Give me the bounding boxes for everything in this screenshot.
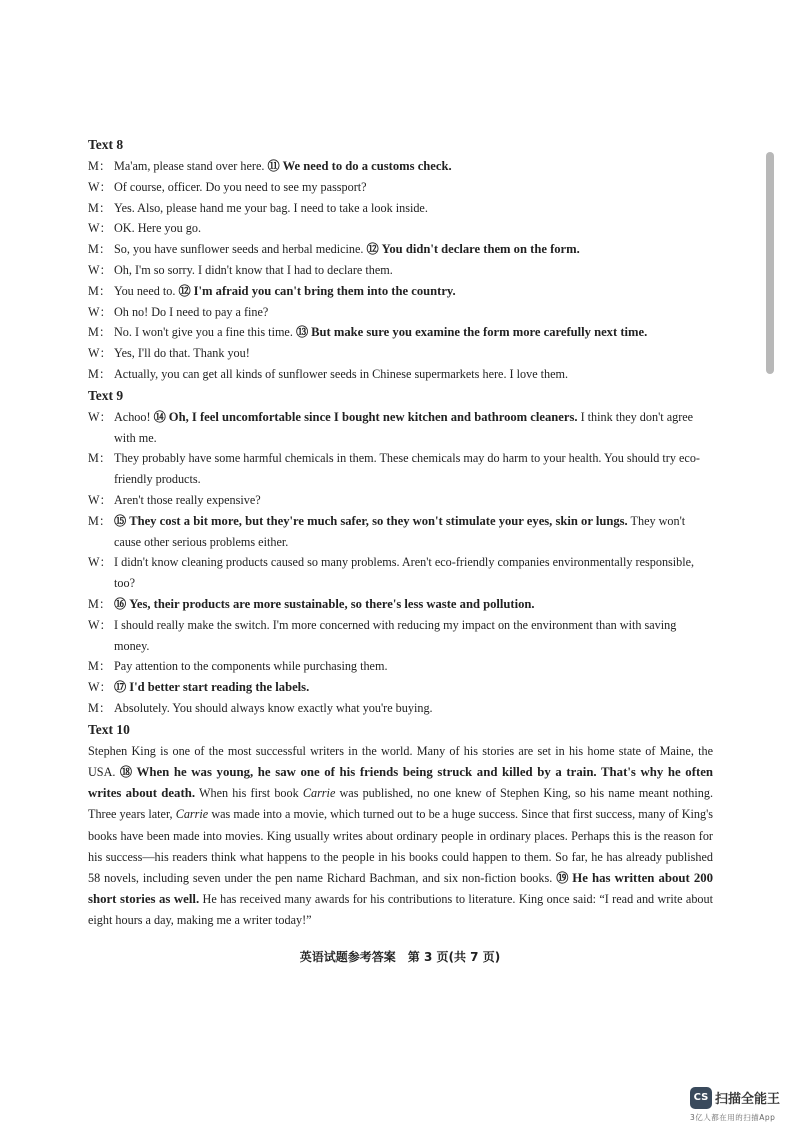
line-text: Absolutely. You should always know exactly what you're buying.: [114, 700, 433, 715]
dialogue-line: [88, 281, 713, 302]
section-title-text-9: Text 9: [88, 387, 124, 403]
dialogue-line: [88, 260, 713, 281]
answer-number: ⑯: [114, 596, 127, 611]
speaker-label: W：: [88, 617, 112, 632]
speaker-label: W：: [88, 179, 112, 194]
dialogue-line: [88, 364, 713, 385]
answer-text: I'd better start reading the labels.: [129, 680, 310, 695]
speaker-label: M：: [88, 596, 112, 611]
line-text: Yes. Also, please hand me your bag. I need to take a look inside.: [114, 200, 428, 215]
dialogue-line: [88, 218, 713, 239]
speaker-label: M：: [88, 366, 112, 381]
book-title: Carrie: [175, 807, 209, 822]
answer-number: ⑲: [556, 870, 570, 885]
scanner-watermark: [690, 1085, 798, 1125]
answer-text: But make sure you examine the form more carefully next time.: [311, 325, 648, 340]
line-text: So, you have sunflower seeds and herbal medicine.: [114, 242, 364, 257]
speaker-label: M：: [88, 451, 112, 466]
line-text: Actually, you can get all kinds of sunflower seeds in Chinese supermarkets here. I love them.: [114, 366, 569, 381]
speaker-label: W：: [88, 555, 112, 570]
line-text: I didn't know cleaning products caused so many problems. Aren't eco-friendly companies environmentally responsible, too?: [114, 555, 695, 591]
speaker-label: M：: [88, 242, 112, 257]
dialogue-line: [88, 239, 713, 260]
line-text: Of course, officer. Do you need to see my passport?: [114, 179, 367, 194]
dialogue-line: [88, 594, 713, 615]
camscanner-logo-icon: CS: [690, 1087, 712, 1109]
dialogue-line: [88, 552, 713, 594]
answer-text: We need to do a customs check.: [282, 159, 452, 173]
dialogue-line: [88, 490, 713, 511]
speaker-label: M：: [88, 659, 112, 674]
answer-text: Yes, their products are more sustainable, so there's less waste and pollution.: [129, 596, 535, 611]
dialogue-line: [88, 322, 713, 343]
passage-text: Stephen King is one of the most successful writers in the world. Many of his stories are set in his home state of Maine, the USA.: [88, 743, 713, 779]
dialogue-line: [88, 511, 713, 553]
speaker-label: W：: [88, 492, 112, 507]
dialogue-line: [88, 177, 713, 198]
passage-text: When his first book: [198, 786, 299, 801]
answer-number: ⑰: [114, 680, 127, 695]
answer-text: He has written about 200 short stories as well.: [88, 870, 714, 907]
speaker-label: W：: [88, 304, 112, 319]
answer-number: ⑭: [153, 409, 166, 424]
dialogue-line: [88, 615, 713, 657]
answer-text: You didn't declare them on the form.: [381, 242, 580, 257]
line-text: They won't cause other serious problems either.: [114, 513, 686, 549]
passage-text: was made into a movie, which turned out to be a huge success. Since that first success, many of King's books have been made into movies. King usually writes about ordinary people in ordinary places. Perhaps this is the reason for his success—his readers think what happens to the people in his books could happen to them. So far, he has already published 58 novels, including seven under the pen name Richard Bachman, and six non-fiction books.: [88, 807, 714, 885]
answer-text: I'm afraid you can't bring them into the country.: [193, 283, 456, 298]
text-8-dialogue: [88, 156, 713, 385]
speaker-label: W：: [88, 221, 112, 236]
speaker-label: M：: [88, 325, 112, 340]
line-text: Oh, I'm so sorry. I didn't know that I had to declare them.: [114, 262, 393, 277]
answer-number: ⑪: [267, 159, 280, 173]
line-text: I think they don't agree with me.: [114, 409, 694, 445]
line-text: Ma'am, please stand over here.: [114, 159, 265, 173]
line-text: Achoo!: [114, 409, 151, 424]
answer-number: ⑫: [366, 242, 379, 257]
dialogue-line: [88, 198, 713, 219]
line-text: OK. Here you go.: [114, 221, 201, 236]
book-title: Carrie: [302, 786, 336, 801]
dialogue-line: [88, 302, 713, 323]
dialogue-line: [88, 698, 713, 719]
answer-number: ⑬: [295, 325, 309, 340]
speaker-label: M：: [88, 700, 112, 715]
passage-text: was published, no one knew of Stephen King, so his name meant nothing. Three years later,: [88, 786, 714, 822]
answer-number: ⑫: [178, 283, 191, 298]
speaker-label: M：: [88, 283, 112, 298]
section-title-text-8: Text 8: [88, 137, 124, 152]
speaker-label: M：: [88, 200, 112, 215]
text-9-dialogue: [88, 407, 713, 719]
speaker-label: W：: [88, 409, 112, 424]
scrollbar-thumb[interactable]: [766, 152, 774, 374]
dialogue-line: [88, 156, 713, 177]
answer-text: Oh, I feel uncomfortable since I bought new kitchen and bathroom cleaners.: [168, 409, 578, 424]
passage-text: He has received many awards for his contributions to literature. King once said: “I read and write about eight hours a day, making me a writer today!”: [88, 892, 713, 928]
line-text: Aren't those really expensive?: [114, 492, 261, 507]
answer-number: ⑮: [114, 513, 127, 528]
line-text: I should really make the switch. I'm more concerned with reducing my impact on the environment than with saving money.: [114, 617, 677, 653]
line-text: No. I won't give you a fine this time.: [114, 325, 293, 340]
section-title-text-10: Text 10: [88, 721, 130, 737]
line-text: They probably have some harmful chemicals in them. These chemicals may do harm to your health. You should try eco-friendly products.: [114, 451, 700, 487]
page-footer: 英语试题参考答案 第 3 页(共 7 页): [299, 950, 501, 964]
watermark-tagline: 3亿人都在用的扫描App: [690, 1113, 776, 1122]
line-text: Oh no! Do I need to pay a fine?: [114, 304, 269, 319]
speaker-label: M：: [88, 159, 112, 173]
dialogue-line: [88, 677, 713, 698]
dialogue-line: [88, 656, 713, 677]
dialogue-line: [88, 448, 713, 490]
dialogue-line: [88, 343, 713, 364]
answer-text: They cost a bit more, but they're much safer, so they won't stimulate your eyes, skin or lungs.: [129, 513, 628, 528]
text-10-passage: [88, 741, 713, 932]
answer-number: ⑱: [119, 764, 134, 779]
speaker-label: W：: [88, 262, 112, 277]
watermark-app-name: 扫描全能王: [715, 1092, 781, 1107]
speaker-label: W：: [88, 680, 112, 695]
line-text: Pay attention to the components while purchasing them.: [114, 659, 388, 674]
dialogue-line: [88, 407, 713, 449]
speaker-label: W：: [88, 346, 112, 361]
line-text: You need to.: [114, 283, 176, 298]
speaker-label: M：: [88, 513, 112, 528]
answer-text: When he was young, he saw one of his friends being struck and killed by a train. That's why he often writes about death.: [88, 764, 714, 801]
page-content: [88, 134, 713, 932]
line-text: Yes, I'll do that. Thank you!: [114, 346, 250, 361]
